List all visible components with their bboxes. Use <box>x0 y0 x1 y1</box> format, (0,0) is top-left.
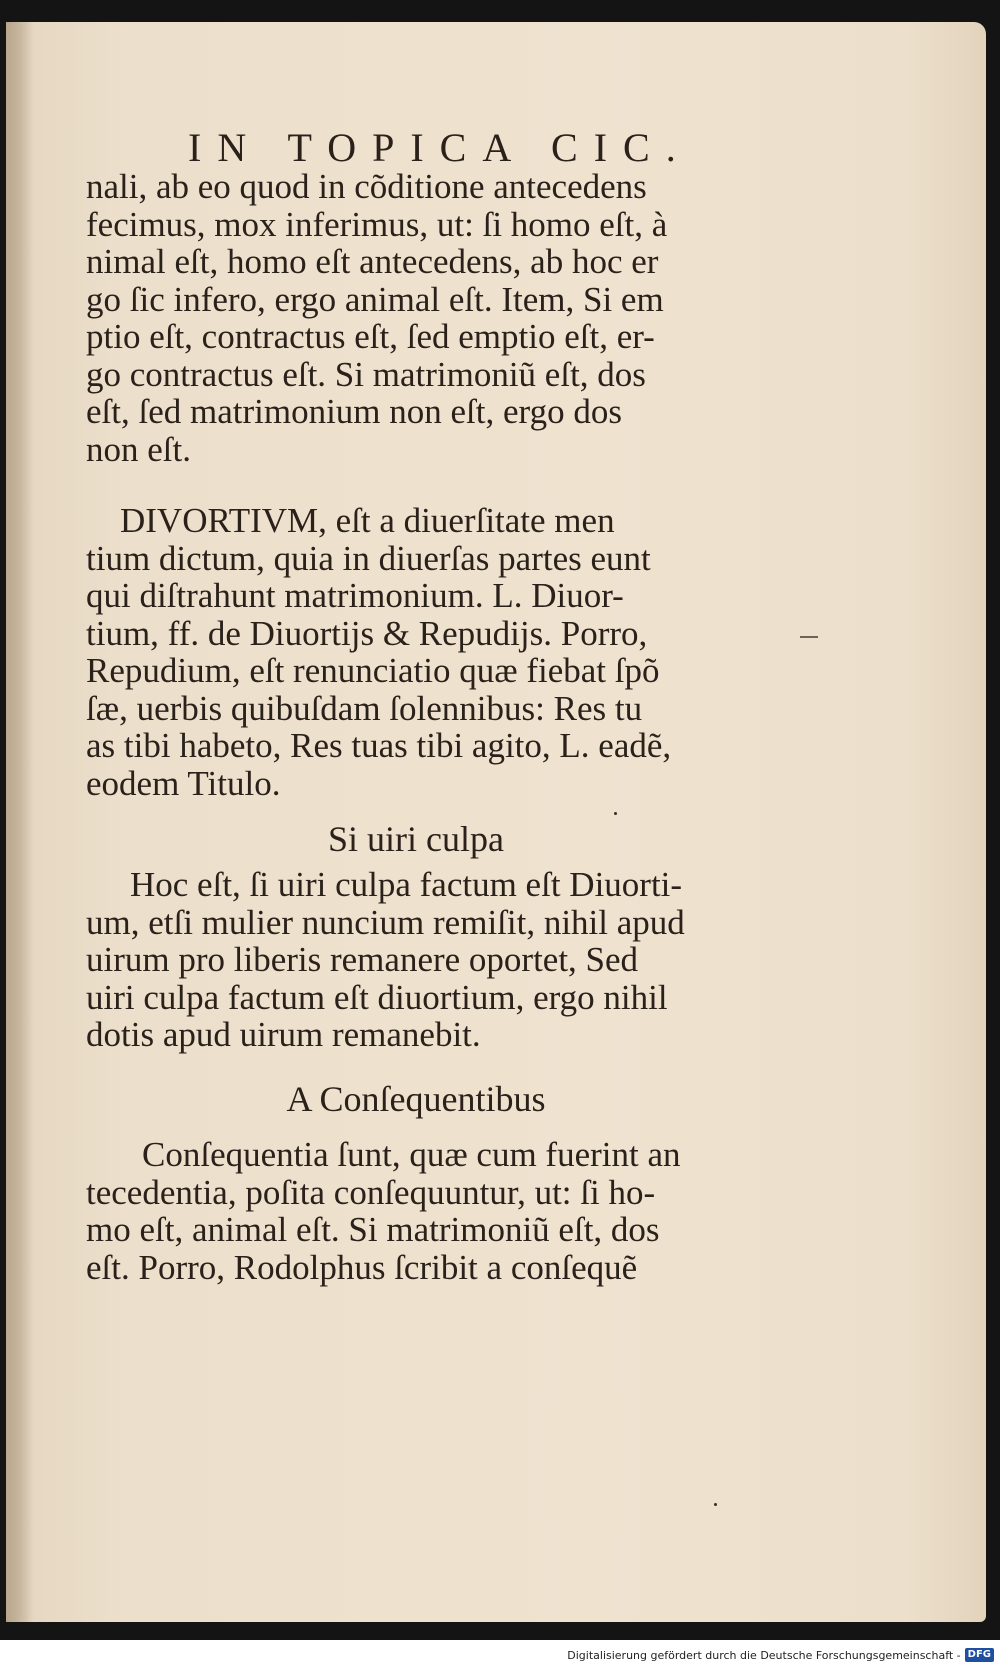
paragraph-3 <box>86 866 746 1054</box>
running-head: IN TOPICA CIC. <box>188 125 692 170</box>
dfg-logo-icon: DFG <box>965 1648 994 1662</box>
text-line: ſæ, uerbis quibuſdam ſolennibus: Res tu <box>86 688 643 728</box>
text-line: Conſequentia ſunt, quæ cum fuerint an <box>142 1135 681 1174</box>
text-line: non eſt. <box>86 429 191 469</box>
text-line: tium dictum, quia in diuerſas partes eunt <box>86 538 651 578</box>
text-line: as tibi habeto, Res tuas tibi agito, L. eadẽ, <box>86 726 672 765</box>
text-line: tecedentia, poſita conſequuntur, ut: ſi ho- <box>86 1172 656 1212</box>
paragraph-1 <box>86 168 746 468</box>
section-heading: A Conſequentibus <box>286 1079 546 1119</box>
text-line: Repudium, eſt renunciatio quæ fiebat ſpõ <box>86 651 660 690</box>
text-line: eſt, ſed matrimonium non eſt, ergo dos <box>86 392 622 431</box>
text-line: um, etſi mulier nuncium remiſit, nihil apud <box>86 902 685 942</box>
ink-speck <box>614 812 617 815</box>
text-line: uiri culpa factum eſt diuortium, ergo nihil <box>86 977 668 1017</box>
text-line: mo eſt, animal eſt. Si matrimoniũ eſt, dos <box>86 1210 660 1249</box>
text-line: go ſic infero, ergo animal eſt. Item, Si em <box>86 279 664 319</box>
text-line: qui diſtrahunt matrimonium. L. Diuor- <box>86 576 624 615</box>
text-line: Hoc eſt, ſi uiri culpa factum eſt Diuorti- <box>130 865 683 904</box>
text-line: fecimus, mox inferimus, ut: ſi homo eſt, à <box>86 204 668 244</box>
section-heading: Si uiri culpa <box>328 819 504 859</box>
text-line: tium, ff. de Diuortijs & Repudijs. Porro, <box>86 613 648 653</box>
margin-mark <box>800 636 818 638</box>
text-line: go contractus eſt. Si matrimoniũ eſt, dos <box>86 354 646 394</box>
paragraph-2 <box>86 502 746 802</box>
text-line: ptio eſt, contractus eſt, ſed emptio eſt, er- <box>86 317 655 356</box>
footer-credit: Digitalisierung gefördert durch die Deutsche Forschungsgemeinschaft - <box>567 1648 961 1662</box>
digitization-footer <box>0 1644 1000 1666</box>
page-gutter-shadow <box>6 22 32 1622</box>
text-line: eſt. Porro, Rodolphus ſcribit a conſequẽ <box>86 1247 638 1287</box>
ink-speck <box>714 1503 717 1506</box>
text-line: eodem Titulo. <box>86 763 281 803</box>
paragraph-4 <box>86 1136 746 1286</box>
text-line: nali, ab eo quod in cõditione antecedens <box>86 167 647 206</box>
text-line: dotis apud uirum remanebit. <box>86 1015 481 1054</box>
text-line: nimal eſt, homo eſt antecedens, ab hoc er <box>86 242 659 281</box>
text-line: DIVORTIVM, eſt a diuerſitate men <box>120 501 615 540</box>
text-line: uirum pro liberis remanere oportet, Sed <box>86 940 639 979</box>
